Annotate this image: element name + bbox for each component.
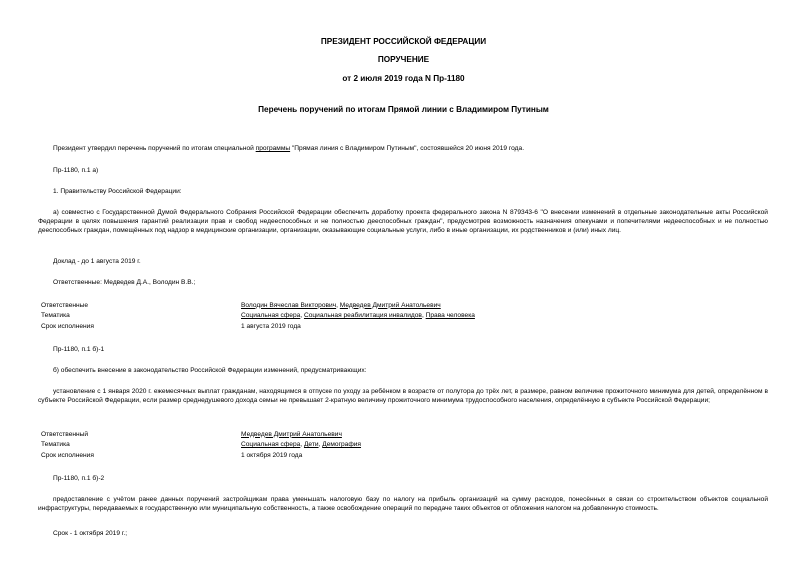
meta-row-responsible: Ответственные Володин Вячеслав Викторович, Медведев Дмитрий Анатольевич [41,301,441,309]
program-link[interactable]: программы [255,145,291,152]
item1-heading: 1. Правительству Российской Федерации: [53,188,182,195]
meta-label: Тематика [41,441,70,449]
item2-meta-table [41,430,761,462]
meta-row-deadline [41,451,761,462]
meta-row-topic: Тематика Социальная сфера, Социальная реабилитация инвалидов, Права человека [41,312,475,320]
meta-label: Ответственный [41,430,89,438]
item2-text: установление с 1 января 2020 г. ежемесячных выплат гражданам, находящимся в отпуске по уходу за ребёнком в возрасте от полутора до трёх лет, в размере, равном величине прожиточного минимума для детей, определённом в субъекте Российской Федерации, если размер среднедушевого дохода семьи не превышает 2-кратную величину прожиточного минимума трудоспособного населения, определённую в субъекте Российской Федерации; [38,388,768,404]
item2-intro: б) обеспечить внесение в законодательство Российской Федерации изменений, предусматривающих: [53,367,367,374]
item3-deadline: Срок - 1 октября 2019 г.; [53,530,128,537]
intro-text-before: Президент утвердил перечень поручений по итогам специальной [53,145,256,152]
person-link-medvedev[interactable]: Медведев Дмитрий Анатольевич [339,301,441,309]
topic-link-demography[interactable]: Демография [322,441,362,449]
item2-reference: Пр-1180, п.1 б)-1 [53,346,105,353]
meta-label: Ответственные [41,301,89,309]
topic-link-children[interactable]: Дети [303,441,319,449]
meta-label: Срок исполнения [41,451,94,459]
meta-deadline-value: 1 октября 2019 года [241,451,303,459]
header-president: ПРЕЗИДЕНТ РОССИЙСКОЙ ФЕДЕРАЦИИ [320,37,487,46]
item3-text: предоставление с учётом ранее данных поручений застройщикам права уменьшать налоговую базу по налогу на прибыль организаций на сумму расходов, понесённых в связи со строительством объектов социальной инфраструктуры, передаваемых в государственную или муниципальную собственность, а также освобождение операций по передаче таких объектов от обложения налогом на добавленную стоимость. [38,496,768,512]
meta-deadline-value: 1 августа 2019 года [241,322,301,330]
header-order: ПОРУЧЕНИЕ [377,55,430,64]
topic-link-rehab[interactable]: Социальная реабилитация инвалидов [303,312,422,320]
meta-label: Тематика [41,312,70,320]
topic-link-social[interactable]: Социальная сфера [241,441,301,449]
person-link-volodin[interactable]: Володин Вячеслав Викторович [241,301,337,309]
item1-text: а) совместно с Государственной Думой Федерального Собрания Российской Федерации обеспечить доработку проекта федерального закона N 879343-6 "О внесении изменений в отдельные законодательные акты Российской Федерации в целях повышения гарантий реализации прав и свобод недееспособных и не полностью дееспособных граждан", предусмотрев возможность назначения опекунами и попечителями недееспособных и не полностью дееспособных граждан, помещённых под надзор в медицинские организации, организации, оказывающие социальные услуги, либо в иные организации, их родственников и (или) иных лиц. [38,209,768,234]
item1-responsible-text: Ответственные: Медведев Д.А., Володин В.В.; [53,279,196,286]
item1-report-deadline: Доклад - до 1 августа 2019 г. [53,258,141,265]
header-date: от 2 июля 2019 года N Пр-1180 [342,74,465,83]
meta-row-topic: Тематика Социальная сфера, Дети, Демография [41,441,362,449]
person-link-medvedev[interactable]: Медведев Дмитрий Анатольевич [241,430,342,438]
meta-label: Срок исполнения [41,322,94,330]
intro-paragraph [53,145,753,154]
item1-reference: Пр-1180, п.1 а) [53,167,99,174]
topic-link-rights[interactable]: Права человека [425,312,475,320]
topic-link-social[interactable]: Социальная сфера [241,312,301,320]
document-title: Перечень поручений по итогам Прямой линии с Владимиром Путиным [258,105,549,114]
item1-meta-table [41,301,761,333]
meta-row-responsible [41,430,761,441]
item3-reference: Пр-1180, п.1 б)-2 [53,475,105,482]
intro-text-after: "Прямая линия с Владимиром Путиным", состоявшейся 20 июня 2019 года. [290,145,525,152]
meta-row-deadline [41,322,761,333]
